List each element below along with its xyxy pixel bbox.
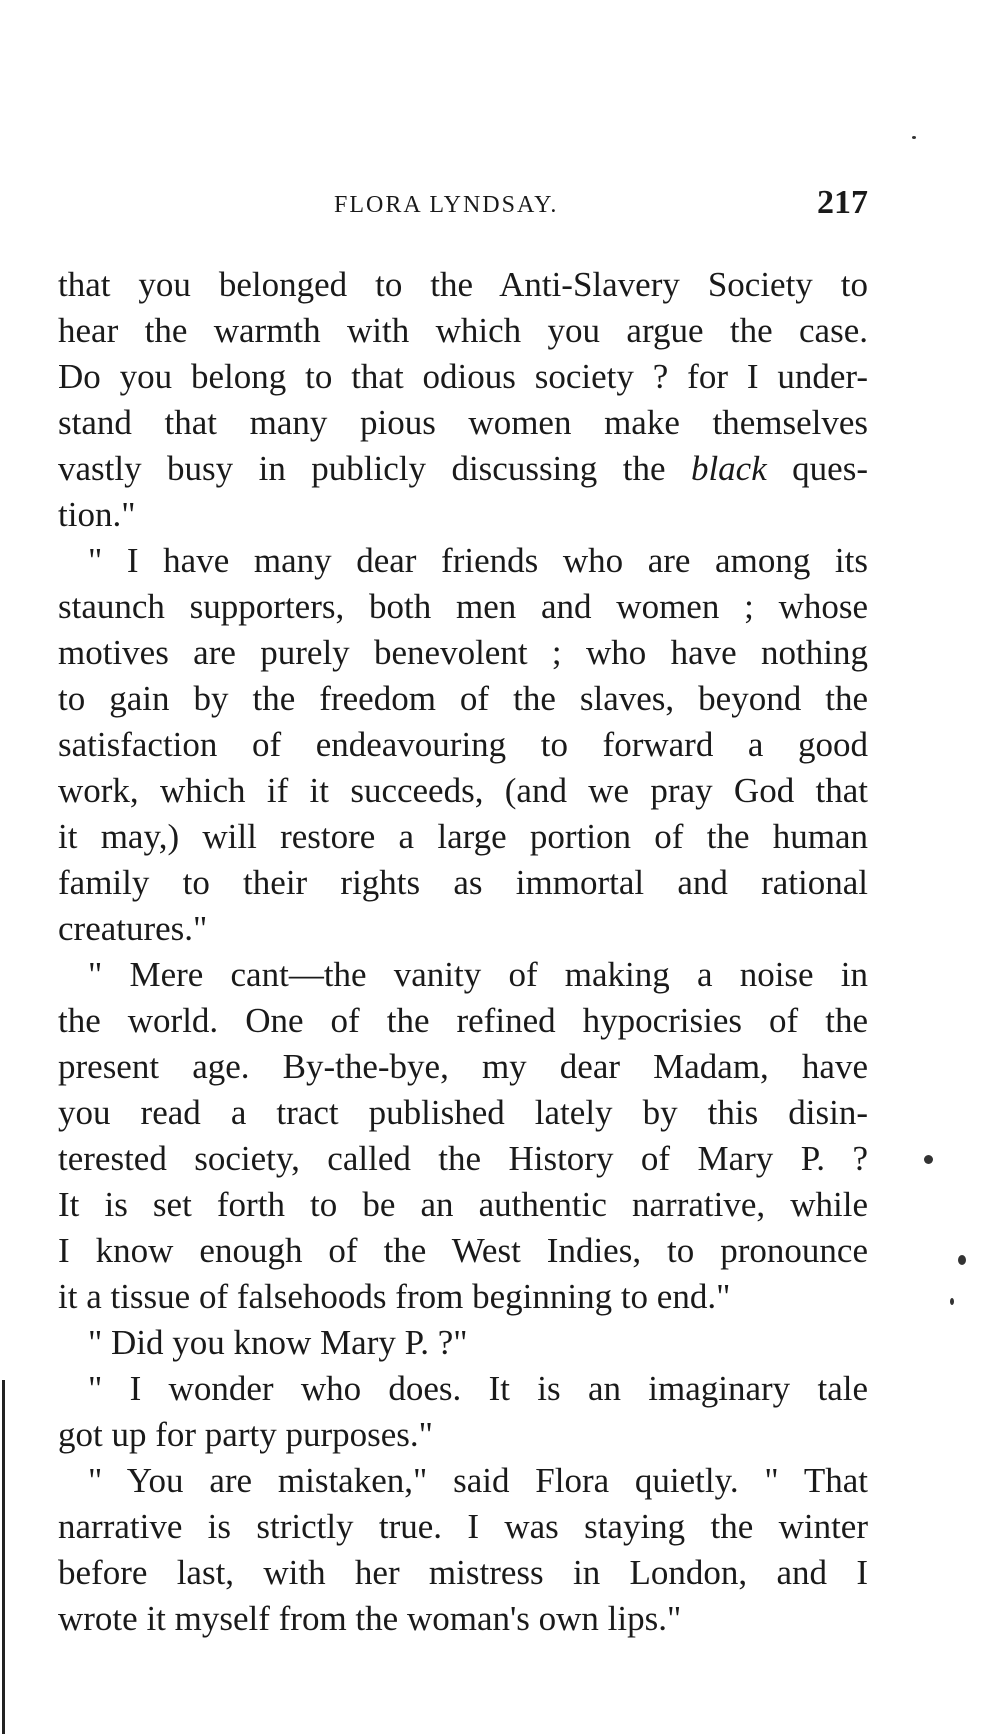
text-line: it may,) will restore a large portion of the human (58, 817, 868, 856)
scan-speck (924, 1155, 933, 1164)
italic-emphasis: black (690, 449, 767, 488)
running-header (58, 184, 868, 232)
scan-speck (958, 1255, 966, 1265)
text-line: satisfaction of endeavouring to forward a good (58, 725, 868, 764)
page-number: 217 (817, 184, 868, 221)
scan-edge-line (2, 1380, 5, 1734)
text-line: " You are mistaken," said Flora quietly. " That (88, 1461, 868, 1500)
text-line: " Did you know Mary P. ?" (88, 1323, 468, 1362)
text-span: vastly busy in publicly discussing the (58, 449, 691, 488)
text-line: work, which if it succeeds, (and we pray God that (58, 771, 868, 810)
text-line: hear the warmth with which you argue the case. (58, 311, 868, 350)
text-line: before last, with her mistress in London, and I (58, 1553, 868, 1592)
text-line: terested society, called the History of Mary P. ? (58, 1139, 868, 1178)
text-line: stand that many pious women make themselves (58, 403, 868, 442)
text-line: " I wonder who does. It is an imaginary tale (88, 1369, 868, 1408)
text-line: to gain by the freedom of the slaves, beyond the (58, 679, 868, 718)
text-span: ques- (766, 449, 868, 488)
text-line: you read a tract published lately by this disin- (58, 1093, 868, 1132)
text-line: that you belonged to the Anti-Slavery Society to (58, 265, 868, 304)
text-line: present age. By-the-bye, my dear Madam, have (58, 1047, 868, 1086)
text-line: wrote it myself from the woman's own lips." (58, 1599, 682, 1638)
scan-speck (912, 136, 916, 139)
text-line: " I have many dear friends who are among its (88, 541, 868, 580)
body-text (58, 262, 868, 1642)
text-line: narrative is strictly true. I was staying the winter (58, 1507, 868, 1546)
text-line: family to their rights as immortal and rational (58, 863, 868, 902)
text-line: got up for party purposes." (58, 1415, 433, 1454)
text-line: staunch supporters, both men and women ; whose (58, 587, 868, 626)
text-line: the world. One of the refined hypocrisies of the (58, 1001, 868, 1040)
text-line: it a tissue of falsehoods from beginning to end." (58, 1277, 731, 1316)
text-line: tion." (58, 495, 136, 534)
text-line: motives are purely benevolent ; who have nothing (58, 633, 868, 672)
text-line: It is set forth to be an authentic narrative, while (58, 1185, 868, 1224)
running-title: FLORA LYNDSAY. (334, 192, 559, 218)
text-line: I know enough of the West Indies, to pronounce (58, 1231, 868, 1270)
text-line: creatures." (58, 909, 208, 948)
text-line: Do you belong to that odious society ? for I under- (58, 357, 868, 396)
text-line (58, 446, 868, 492)
text-line: " Mere cant—the vanity of making a noise in (88, 955, 868, 994)
scan-speck (950, 1298, 954, 1305)
